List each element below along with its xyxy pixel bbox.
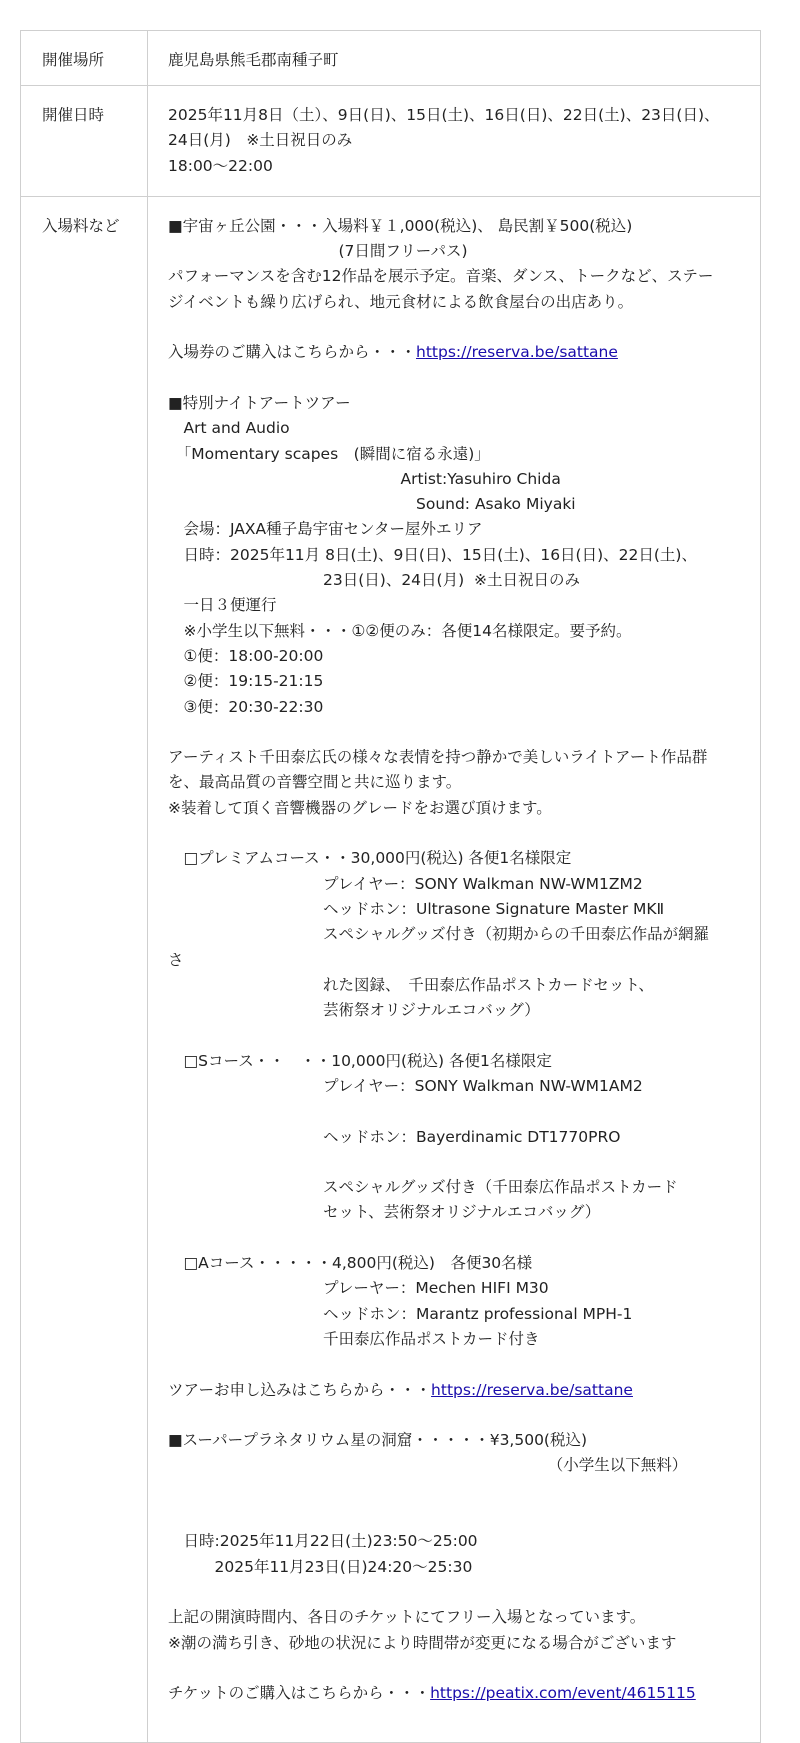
line-text: 18:00〜22:00 bbox=[168, 156, 273, 175]
line-text: □プレミアムコース・・30,000円(税込) 各便1名様限定 bbox=[168, 849, 572, 868]
line-text: 2025年11月23日(日)24:20〜25:30 bbox=[168, 1557, 473, 1576]
text-line bbox=[168, 1479, 740, 1504]
text-line bbox=[168, 619, 740, 644]
text-line bbox=[168, 1428, 740, 1453]
text-line bbox=[168, 1631, 740, 1656]
line-text: さ bbox=[168, 950, 184, 969]
line-text: プレイヤー：SONY Walkman NW-WM1ZM2 bbox=[168, 874, 643, 893]
text-line bbox=[168, 391, 740, 416]
text-line bbox=[168, 1200, 740, 1225]
text-line bbox=[168, 340, 740, 365]
line-text: チケットのご購入はこちらから・・・ bbox=[168, 1684, 431, 1703]
line-text: (7日間フリーパス) bbox=[168, 242, 468, 261]
text-line bbox=[168, 796, 740, 821]
line-text: ■宇宙ヶ丘公園・・・入場料￥１,000(税込)、 島民割￥500(税込) bbox=[168, 216, 633, 235]
line-text: ■特別ナイトアートツアー bbox=[168, 393, 351, 412]
text-line bbox=[168, 467, 740, 492]
line-text: ヘッドホン：Bayerdinamic DT1770PRO bbox=[168, 1127, 621, 1146]
line-text: ②便：19:15-21:15 bbox=[168, 672, 324, 691]
line-text: ③便：20:30-22:30 bbox=[168, 697, 324, 716]
line-text: 上記の開演時間内、各日のチケットにてフリー入場となっています。 bbox=[168, 1608, 646, 1627]
text-line bbox=[168, 1681, 740, 1706]
line-text: セット、芸術祭オリジナルエコバッグ） bbox=[168, 1203, 601, 1222]
line-text: スペシャルグッズ付き（千田泰広作品ポストカード bbox=[168, 1178, 678, 1197]
text-line bbox=[168, 1251, 740, 1276]
text-line bbox=[168, 154, 740, 179]
text-line bbox=[168, 1504, 740, 1529]
text-line bbox=[168, 669, 740, 694]
datetime-value bbox=[148, 86, 761, 197]
text-line bbox=[168, 720, 740, 745]
text-line bbox=[168, 1226, 740, 1251]
text-line bbox=[168, 973, 740, 998]
text-line bbox=[168, 492, 740, 517]
line-text: ①便：18:00-20:00 bbox=[168, 646, 324, 665]
line-text: スペシャルグッズ付き（初期からの千田泰広作品が網羅 bbox=[168, 925, 710, 944]
text-line bbox=[168, 1049, 740, 1074]
text-line bbox=[168, 416, 740, 441]
line-text: 会場：JAXA種子島宇宙センター屋外エリア bbox=[168, 520, 483, 539]
text-line bbox=[168, 821, 740, 846]
text-line bbox=[168, 1175, 740, 1200]
text-line bbox=[168, 214, 740, 239]
text-line bbox=[168, 998, 740, 1023]
line-text: ※装着して頂く音響機器のグレードをお選び頂けます。 bbox=[168, 798, 552, 817]
line-text: ヘッドホン：Marantz professional MPH-1 bbox=[168, 1304, 633, 1323]
line-text: Art and Audio bbox=[168, 419, 290, 438]
line-text: プレーヤー：Mechen HIFI M30 bbox=[168, 1279, 549, 1298]
text-line bbox=[168, 543, 740, 568]
text-line bbox=[168, 897, 740, 922]
row-venue bbox=[21, 31, 761, 86]
text-line bbox=[168, 770, 740, 795]
text-line bbox=[168, 48, 740, 73]
line-text: 日時:2025年11月22日(土)23:50〜25:00 bbox=[168, 1532, 478, 1551]
venue-value bbox=[148, 31, 761, 86]
text-line bbox=[168, 264, 740, 289]
line-text: □Sコース・・ ・・10,000円(税込) 各便1名様限定 bbox=[168, 1051, 552, 1070]
line-text: ※小学生以下無料・・・①②便のみ：各便14名様限定。要予約。 bbox=[168, 621, 632, 640]
text-line bbox=[168, 593, 740, 618]
venue-label: 開催場所 bbox=[21, 31, 148, 86]
line-text: □Aコース・・・・・4,800円(税込) 各便30名様 bbox=[168, 1254, 533, 1273]
text-line bbox=[168, 1555, 740, 1580]
datetime-label: 開催日時 bbox=[21, 86, 148, 197]
line-text: ■スーパープラネタリウム星の洞窟・・・・・¥3,500(税込) bbox=[168, 1431, 588, 1450]
line-text: 芸術祭オリジナルエコバッグ） bbox=[168, 1001, 540, 1020]
line-text: 日時：2025年11月 8日(土)、9日(日)、15日(土)、16日(日)、22日(土)、 bbox=[168, 545, 697, 564]
text-line bbox=[168, 1150, 740, 1175]
line-text: プレイヤー：SONY Walkman NW-WM1AM2 bbox=[168, 1076, 643, 1095]
text-line bbox=[168, 239, 740, 264]
line-text: 鹿児島県熊毛郡南種子町 bbox=[168, 51, 339, 69]
line-text: 一日３便運行 bbox=[168, 596, 277, 615]
line-text: パフォーマンスを含む12作品を展示予定。音楽、ダンス、トークなど、ステー bbox=[168, 267, 714, 286]
booking-link[interactable]: https://reserva.be/sattane bbox=[431, 1380, 633, 1399]
text-line bbox=[168, 1403, 740, 1428]
admission-value bbox=[148, 196, 761, 1743]
text-line bbox=[168, 103, 740, 128]
text-line bbox=[168, 644, 740, 669]
line-text: アーティスト千田泰広氏の様々な表情を持つ静かで美しいライトアート作品群 bbox=[168, 748, 708, 767]
text-line bbox=[168, 315, 740, 340]
text-line bbox=[168, 517, 740, 542]
text-line bbox=[168, 1074, 740, 1099]
row-admission bbox=[21, 196, 761, 1743]
line-text: ヘッドホン：Ultrasone Signature Master MKⅡ bbox=[168, 899, 665, 918]
line-text: （小学生以下無料） bbox=[168, 1456, 688, 1475]
text-line bbox=[168, 1023, 740, 1048]
text-line bbox=[168, 1453, 740, 1478]
line-text: 23日(日)、24日(月) ※土日祝日のみ bbox=[168, 571, 580, 590]
text-line bbox=[168, 1378, 740, 1403]
text-line bbox=[168, 1580, 740, 1605]
booking-link[interactable]: https://reserva.be/sattane bbox=[416, 343, 618, 362]
text-line bbox=[168, 128, 740, 153]
line-text: ※潮の満ち引き、砂地の状況により時間帯が変更になる場合がございます bbox=[168, 1633, 677, 1652]
text-line bbox=[168, 695, 740, 720]
text-line bbox=[168, 1327, 740, 1352]
text-line bbox=[168, 290, 740, 315]
text-line bbox=[168, 1276, 740, 1301]
line-text: ジイベントも繰り広げられ、地元食材による飲食屋台の出店あり。 bbox=[168, 292, 634, 311]
text-line bbox=[168, 442, 740, 467]
text-line bbox=[168, 922, 740, 947]
text-line bbox=[168, 1125, 740, 1150]
line-text: ツアーお申し込みはこちらから・・・ bbox=[168, 1380, 432, 1399]
text-line bbox=[168, 1302, 740, 1327]
line-text: れた図録、 千田泰広作品ポストカードセット、 bbox=[168, 975, 654, 994]
text-line bbox=[168, 872, 740, 897]
line-text: 千田泰広作品ポストカード付き bbox=[168, 1329, 540, 1348]
text-line bbox=[168, 1605, 740, 1630]
admission-label: 入場料など bbox=[21, 196, 148, 1743]
text-line bbox=[168, 846, 740, 871]
row-datetime bbox=[21, 86, 761, 197]
line-text: 「Momentary scapes (瞬間に宿る永遠)」 bbox=[168, 444, 490, 463]
text-line bbox=[168, 1529, 740, 1554]
event-info-table bbox=[20, 30, 761, 1743]
line-text: を、最高品質の音響空間と共に巡ります。 bbox=[168, 773, 462, 792]
line-text: Artist:Yasuhiro Chida bbox=[168, 469, 561, 488]
text-line bbox=[168, 1352, 740, 1377]
text-line bbox=[168, 1099, 740, 1124]
line-text: 24日(月) ※土日祝日のみ bbox=[168, 131, 353, 150]
text-line bbox=[168, 568, 740, 593]
line-text: 入場券のご購入はこちらから・・・ bbox=[168, 343, 417, 362]
text-line bbox=[168, 948, 740, 973]
line-text: Sound: Asako Miyaki bbox=[168, 495, 576, 514]
text-line bbox=[168, 745, 740, 770]
text-line bbox=[168, 366, 740, 391]
text-line bbox=[168, 1656, 740, 1681]
booking-link[interactable]: https://peatix.com/event/4615115 bbox=[430, 1684, 696, 1703]
line-text: 2025年11月8日（土）、9日(日)、15日(土)、16日(日)、22日(土)、23日(日)、 bbox=[168, 106, 720, 124]
